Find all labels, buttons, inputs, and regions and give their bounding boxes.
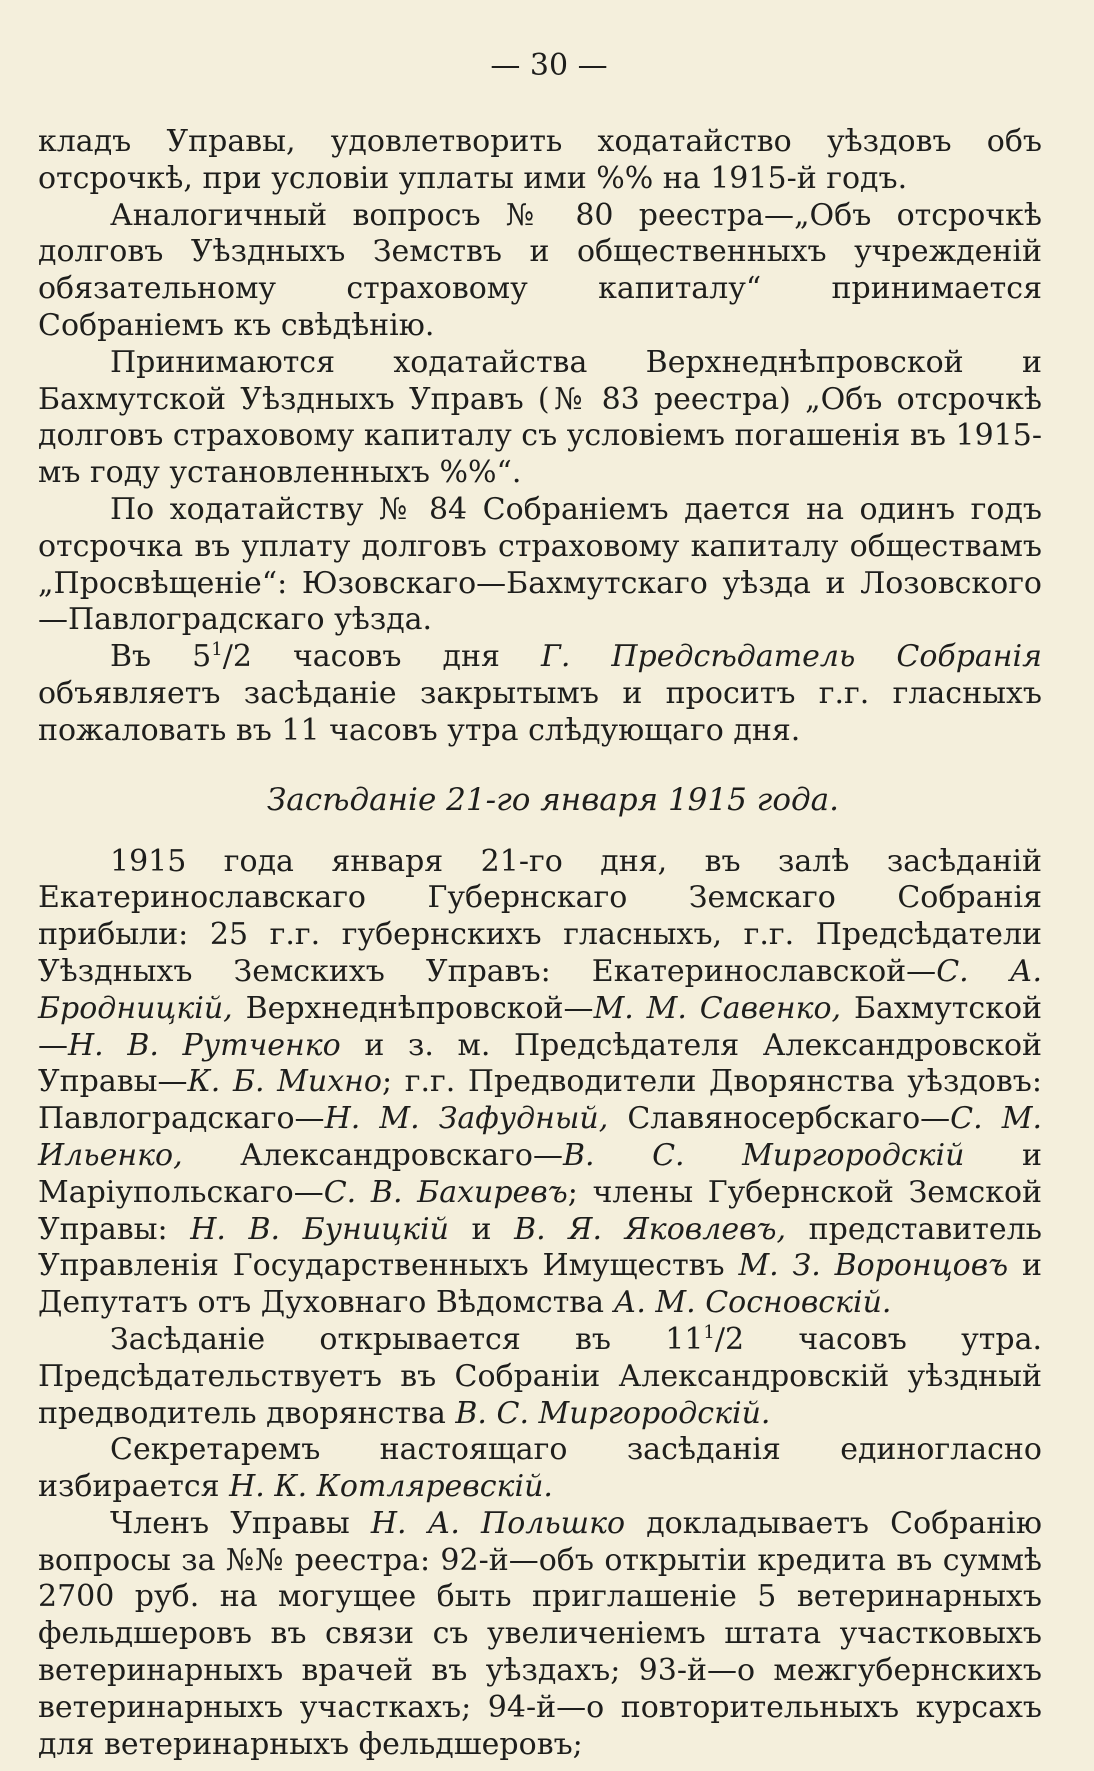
paragraph-report: Членъ Управы Н. А. Польшко докладываетъ Собранію вопросы за №№ реестра: 92-й—объ открытіи кредита въ суммѣ 2700 руб. на могущее быть приглашеніе 5 ветеринарныхъ фельдшеровъ въ связи съ увеличеніемъ штата участковыхъ ветеринарныхъ врачей въ уѣздахъ; 93-й—о межгубернскихъ ветеринарныхъ участкахъ; 94-й—о повторительныхъ курсахъ для ветеринарныхъ фельдшеровъ; <box>38 1505 1042 1762</box>
person-name: Н. К. Котляревскій. <box>229 1469 553 1505</box>
paragraph-3: Принимаются ходатайства Верхнеднѣпровской и Бахмутской Уѣздныхъ Управъ (№ 83 реестра) „Объ отсрочкѣ долговъ страховому капиталу съ условіемъ погашенія въ 1915-мъ году установленныхъ %%“. <box>38 344 1042 491</box>
person-name: М. З. Воронцовъ <box>738 1248 1009 1284</box>
person-name: С. А. Бродницкій, <box>38 953 1042 1026</box>
person-name: К. Б. Михно <box>187 1064 382 1100</box>
person-name: В. С. Миргородскій. <box>455 1395 771 1431</box>
paragraph-1: кладъ Управы, удовлетворить ходатайство уѣздовъ объ отсрочкѣ, при условіи уплаты ими %% на 1915-й годъ. <box>38 124 1042 196</box>
person-name: А. М. Сосновскій. <box>613 1285 892 1321</box>
person-name: Н. В. Рутченко <box>68 1027 341 1063</box>
person-name: В. Я. Яковлевъ, <box>514 1211 787 1247</box>
paragraph-4: По ходатайству № 84 Собраніемъ дается на одинъ годъ отсрочка въ уплату долговъ страховому капиталу обществамъ „Просвѣщеніе“: Юзовскаго—Бахмутскаго уѣзда и Лозовского—Павлоградскаго уѣзда. <box>38 491 1042 638</box>
person-name: Н. А. Польшко <box>370 1505 626 1541</box>
paragraph-2: Аналогичный вопросъ № 80 реестра—„Объ отсрочкѣ долговъ Уѣздныхъ Земствъ и общественныхъ учрежденій обязательному страховому капиталу“ принимается Собраніемъ къ свѣдѣнію. <box>38 197 1042 343</box>
session-heading: Засѣданіе 21-го января 1915 года. <box>266 781 840 818</box>
person-name: М. М. Савенко, <box>593 990 842 1026</box>
paragraph-opening: Засѣданіе открывается въ $11^1/2$ часовъ утра. Предсѣдательствуетъ въ Собраніи Александровскій уѣздный предводитель дворянства В. С. Миргородскій. <box>38 1321 1043 1431</box>
paragraph-attendance: 1915 года января 21-го дня, въ залѣ засѣданій Екатеринославскаго Губернскаго Земскаго Собранія прибыли: 25 г.г. губернскихъ гласныхъ, г.г. Предсѣдатели Уѣздныхъ Земскихъ Управъ: Екатеринославской—С. А. Бродницкій, Верхнеднѣпровской—М. М. Савенко, Бахмутской—Н. В. Рутченко и з. м. Предсѣдателя Александровской Управы—К. Б. Михно; г.г. Предводители Дворянства уѣздовъ: Павлоградскаго—Н. М. Зафудный, Славяносербскаго—С. М. Ильенко, Александровскаго—В. С. Миргородскій и Маріупольскаго—С. В. Бахиревъ; члены Губернской Земской Управы: Н. В. Буницкій и В. Я. Яковлевъ, представитель Управленія Государственныхъ Имуществъ М. З. Воронцовъ и Депутатъ отъ Духовнаго Вѣдомства А. М. Сосновскій. <box>38 843 1043 1321</box>
person-name: Н. В. Буницкій <box>190 1211 449 1247</box>
paragraph-5: Въ $5^1/2$ часовъ дня Г. Предсѣдатель Собранія объявляетъ засѣданіе закрытымъ и проситъ г.г. гласныхъ пожаловать въ 11 часовъ утра слѣдующаго дня. <box>38 639 1043 748</box>
person-name: Н. М. Зафудный, <box>324 1101 609 1137</box>
page-number: — 30 — <box>490 48 608 83</box>
paragraph-secretary: Секретаремъ настоящаго засѣданія единогласно избирается Н. К. Котляревскій. <box>38 1432 1042 1505</box>
person-name: В. С. Миргородскій <box>562 1137 965 1173</box>
person-name: С. В. Бахиревъ <box>323 1174 568 1210</box>
person-name: С. М. Ильенко, <box>38 1101 1042 1173</box>
chairman-title: Г. Предсѣдатель Собранія <box>540 639 1043 675</box>
